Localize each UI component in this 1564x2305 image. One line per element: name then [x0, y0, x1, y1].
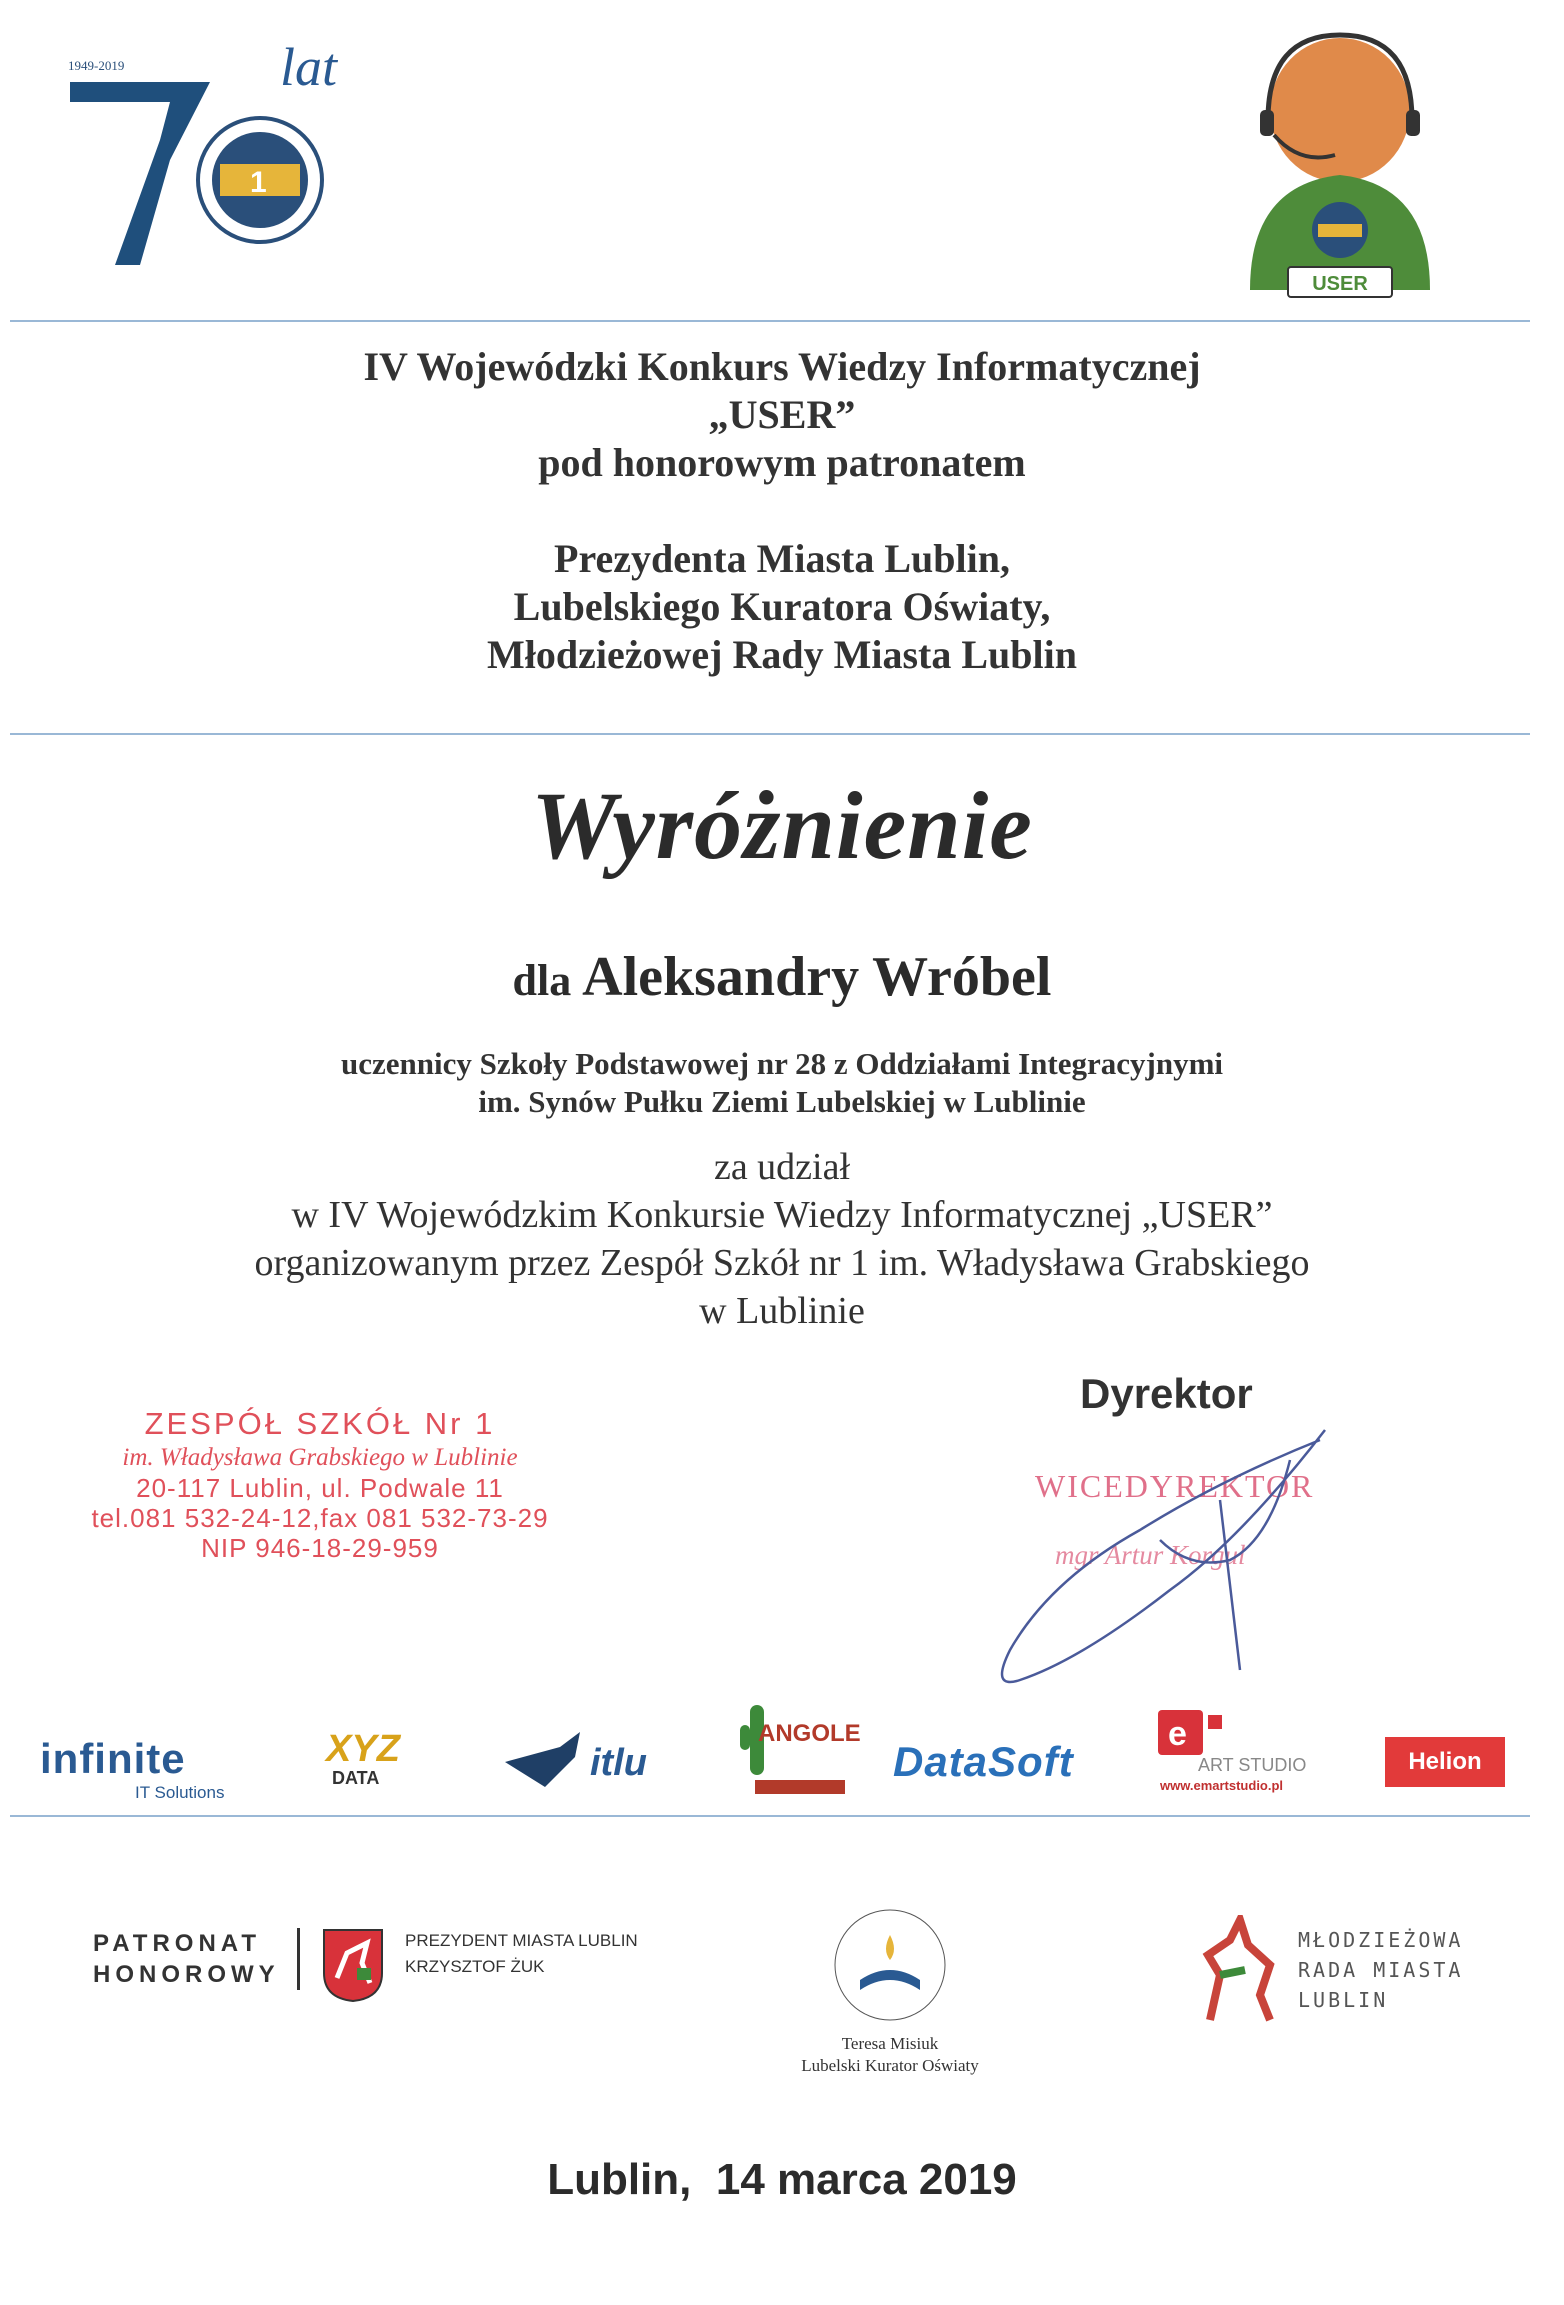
user-badge-text: USER [1312, 273, 1368, 295]
recipient [0, 945, 1564, 1009]
honorary-patronage-label [93, 1928, 280, 1990]
vice-director-stamp: WICEDYREKTOR [1035, 1468, 1315, 1504]
school-line: uczennicy Szkoły Podstawowej nr 28 z Oddziałami Integracyjnymi [340, 1046, 1224, 1081]
helion-logo: Helion [1385, 1737, 1505, 1787]
stamp-phone: tel.081 532-24-12,fax 081 532-73-29 [91, 1503, 549, 1533]
infinite-subtitle: IT Solutions [135, 1783, 225, 1802]
handwritten-signature [990, 1420, 1350, 1700]
infinite-logo: infinite [40, 1735, 186, 1782]
mayor-patron [405, 1928, 638, 1980]
xyz-data-subtitle: DATA [332, 1768, 380, 1788]
emart-studio-logo: ART STUDIO [1198, 1755, 1307, 1775]
youth-council-line: MŁODZIEŻOWA [1298, 1928, 1464, 1952]
patronage-label-line: HONOROWY [93, 1961, 280, 1988]
patron-line: Młodzieżowej Rady Miasta Lublin [487, 632, 1077, 677]
body-line: w Lublinie [699, 1290, 865, 1332]
stamp-patron: im. Władysława Grabskiego w Lublinie [122, 1444, 518, 1471]
patron-line: Prezydenta Miasta Lublin, [554, 536, 1010, 581]
patron-line: Lubelskiego Kuratora Oświaty, [513, 584, 1051, 629]
youth-council-logo [1298, 1925, 1463, 2015]
lublin-crest-icon [322, 1928, 384, 2003]
youth-council-line: RADA MIASTA [1298, 1958, 1464, 1982]
contest-title: IV Wojewódzki Konkurs Wiedzy Informatycznej [363, 344, 1201, 389]
place: Lublin, [547, 2155, 692, 2204]
patronage-label-line: PATRONAT [93, 1930, 261, 1957]
school-line: im. Synów Pułku Ziemi Lubelskiej w Lublinie [478, 1084, 1086, 1119]
place-and-date [0, 2155, 1564, 2205]
recipient-name: Aleksandry Wróbel [582, 946, 1052, 1008]
user-contest-logo [1240, 25, 1440, 305]
logo-lat-text: lat [280, 40, 338, 97]
date: 14 marca 2019 [715, 2155, 1017, 2204]
kurator-name: Teresa Misiuk [841, 2034, 939, 2053]
body-line: organizowanym przez Zespół Szkół nr 1 im. Władysława Grabskiego [254, 1242, 1310, 1284]
stamp-address: 20-117 Lublin, ul. Podwale 11 [136, 1473, 504, 1503]
logo-years-text: 1949-2019 [68, 58, 125, 73]
stamp-school-name: ZESPÓŁ SZKÓŁ Nr 1 [144, 1406, 496, 1441]
datasoft-logo: DataSoft [893, 1738, 1074, 1785]
svg-text:e: e [1168, 1715, 1187, 1753]
emart-url: www.emartstudio.pl [1160, 1778, 1284, 1793]
school-70-years-logo [60, 40, 360, 290]
recipient-prefix: dla [512, 956, 572, 1005]
kurator-title: Lubelski Kurator Oświaty [801, 2056, 979, 2075]
kurator-patron [740, 2033, 1040, 2077]
vice-director-name: mgr Artur Korgul [1055, 1540, 1246, 1570]
director-label: Dyrektor [1080, 1370, 1253, 1417]
svg-text:1: 1 [250, 166, 267, 199]
youth-council-line: LUBLIN [1298, 1988, 1389, 2012]
middle-divider [10, 733, 1530, 735]
kuratorium-seal-icon [830, 1905, 950, 2025]
patronage-heading: pod honorowym patronatem [538, 440, 1026, 485]
itlu-logo: itlu [590, 1742, 647, 1784]
body-line: w IV Wojewódzkim Konkursie Wiedzy Informatycznej „USER” [291, 1194, 1273, 1236]
angole-logo: ANGOLE [758, 1720, 861, 1747]
top-divider [10, 320, 1530, 322]
patronage-separator [297, 1928, 300, 1990]
mayor-name: KRZYSZTOF ŻUK [405, 1957, 545, 1976]
mayor-title: PREZYDENT MIASTA LUBLIN [405, 1931, 638, 1950]
xyz-data-logo: XYZ [326, 1728, 400, 1770]
cactus-icon [740, 1700, 855, 1800]
body-line: za udział [713, 1146, 851, 1188]
award-title: Wyróżnienie [531, 772, 1033, 879]
school-stamp [80, 1405, 560, 1563]
youth-council-goat-icon [1200, 1915, 1280, 2025]
stamp-nip: NIP 946-18-29-959 [201, 1533, 439, 1563]
contest-name: „USER” [708, 392, 856, 437]
sponsors-divider [10, 1815, 1530, 1817]
